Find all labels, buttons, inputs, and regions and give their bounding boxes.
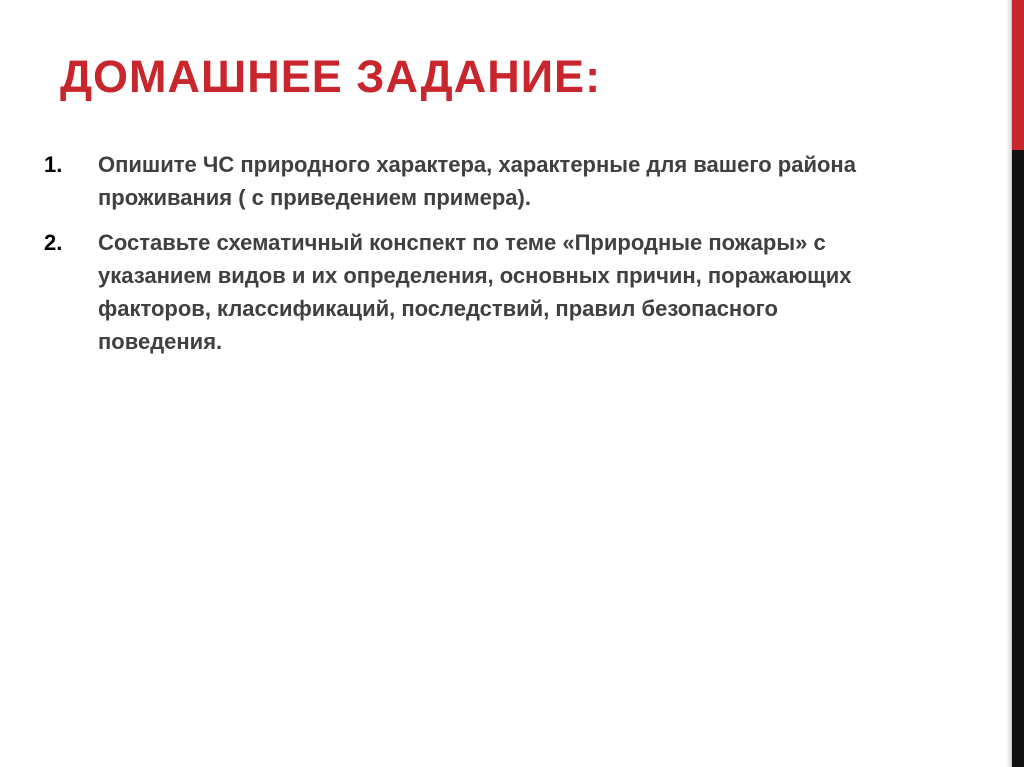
task-number: 1.	[44, 152, 63, 177]
task-item-2	[44, 226, 924, 358]
task-text: Опишите ЧС природного характера, характерные для вашего района проживания ( с приведением примера).	[98, 152, 856, 210]
task-number: 2.	[44, 230, 63, 255]
slide-title: ДОМАШНЕЕ ЗАДАНИЕ:	[60, 51, 602, 102]
accent-bar-black	[1012, 150, 1024, 767]
accent-bar-red	[1012, 0, 1024, 150]
task-list	[44, 148, 924, 370]
task-item-1	[44, 148, 924, 214]
task-text: Составьте схематичный конспект по теме «Природные пожары» с указанием видов и их определения, основных причин, поражающих факторов, классификаций, последствий, правил безопасного поведения.	[98, 230, 852, 354]
